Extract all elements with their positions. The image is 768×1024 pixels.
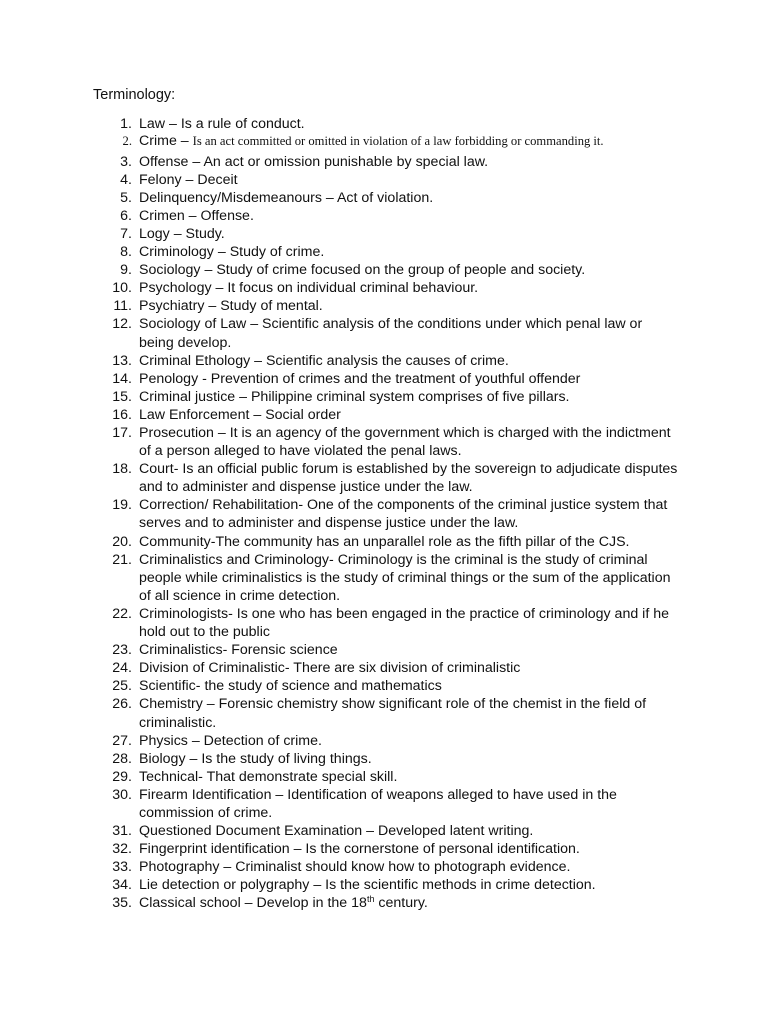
term-item	[0, 115, 679, 133]
term-definition: Is the cornerstone of personal identification.	[305, 841, 580, 858]
term-definition: Study of mental.	[220, 298, 323, 315]
term-name: Penology	[139, 370, 199, 387]
term-text	[139, 659, 679, 677]
term-item	[0, 659, 679, 677]
term-item	[0, 768, 679, 786]
term-name: Crimen	[139, 207, 185, 224]
term-definition: Is one who has been engaged in the practice of criminology and if he hold out to the public	[139, 605, 669, 641]
term-name: Criminalistics	[139, 642, 223, 659]
term-definition: Detection of crime.	[203, 732, 322, 749]
term-number: 23.	[112, 642, 132, 659]
term-name: Criminal Ethology	[139, 352, 251, 369]
term-number: 4.	[120, 171, 132, 188]
term-separator: -	[198, 370, 211, 387]
term-item	[0, 496, 679, 532]
term-item	[0, 133, 679, 153]
term-name: Felony	[139, 171, 182, 188]
term-item	[0, 352, 679, 370]
term-text	[139, 189, 679, 207]
term-definition-tail: century.	[374, 895, 428, 912]
term-definition: Offense.	[200, 207, 254, 224]
term-number: 3.	[120, 153, 132, 170]
term-text	[139, 207, 679, 225]
term-definition: Study of crime focused on the group of people and society.	[216, 262, 586, 279]
term-separator: –	[187, 732, 204, 749]
term-number: 16.	[112, 406, 132, 423]
term-definition: Criminalist should know how to photograph evidence.	[235, 859, 571, 876]
term-number: 13.	[112, 352, 132, 369]
term-name: Fingerprint identification	[139, 841, 290, 858]
term-number: 25.	[112, 678, 132, 695]
term-name: Court	[139, 461, 174, 478]
term-name: Sociology of Law	[139, 316, 247, 333]
term-text	[139, 858, 679, 876]
term-separator: -	[195, 678, 205, 695]
term-item	[0, 840, 679, 858]
term-definition: Identification of weapons alleged to have used in the commission of crime.	[139, 786, 617, 821]
term-separator: –	[169, 225, 186, 242]
term-name: Criminal justice	[139, 388, 236, 405]
term-item	[0, 695, 679, 731]
term-text	[139, 496, 679, 532]
term-name: Technical	[139, 768, 199, 785]
term-item	[0, 460, 679, 496]
term-item	[0, 189, 679, 207]
term-item	[0, 370, 679, 388]
term-definition: Is the study of living things.	[201, 750, 372, 767]
term-number: 10.	[112, 280, 132, 297]
term-item	[0, 533, 679, 551]
term-definition: It focus on individual criminal behaviour.	[227, 280, 479, 297]
term-definition: Is an official public forum is established by the sovereign to adjudicate disputes and to administer and dispense justice under the law.	[139, 461, 678, 496]
term-number: 35.	[112, 895, 132, 912]
term-definition: Study of crime.	[229, 244, 325, 261]
term-separator: –	[202, 696, 219, 713]
term-separator: –	[240, 895, 257, 912]
term-definition: Deceit	[197, 171, 238, 188]
term-separator: -	[329, 551, 338, 568]
term-separator: -	[228, 605, 237, 622]
term-item	[0, 551, 679, 605]
term-separator: –	[249, 406, 266, 423]
term-name: Questioned Document Examination	[139, 823, 363, 840]
term-item	[0, 153, 679, 171]
term-number: 28.	[112, 750, 132, 767]
term-name: Logy	[139, 225, 170, 242]
term-number: 27.	[112, 732, 132, 749]
term-name: Law	[139, 116, 166, 132]
term-item	[0, 750, 679, 768]
term-number: 26.	[112, 696, 132, 713]
term-definition: Is the scientific methods in crime detection.	[325, 877, 596, 894]
term-name: Community	[139, 533, 211, 550]
term-separator: –	[271, 786, 288, 803]
term-text	[139, 695, 679, 731]
term-number: 19.	[112, 497, 132, 514]
term-name: Psychology	[139, 280, 212, 297]
term-text	[139, 605, 679, 641]
term-text	[139, 876, 679, 894]
term-number: 22.	[112, 605, 132, 622]
term-name: Physics	[139, 732, 188, 749]
term-number: 8.	[120, 244, 132, 261]
term-definition: It is an agency of the government which is charged with the indictment of a person alleged to have violated the penal laws.	[139, 425, 671, 460]
term-item	[0, 243, 679, 261]
term-definition: Act of violation.	[336, 189, 434, 206]
term-item	[0, 876, 679, 894]
term-definition: Scientific analysis of the conditions under which penal law or being develop.	[139, 316, 643, 351]
term-number: 11.	[113, 298, 132, 315]
term-separator: –	[211, 280, 228, 297]
term-text	[139, 279, 679, 297]
term-number: 31.	[112, 823, 132, 840]
term-text	[139, 225, 679, 243]
term-number: 34.	[112, 877, 132, 894]
term-text	[139, 822, 679, 840]
term-number: 14.	[112, 370, 132, 387]
term-item	[0, 605, 679, 641]
term-separator: –	[165, 116, 181, 132]
term-separator: –	[235, 388, 251, 405]
term-item	[0, 279, 679, 297]
term-name: Photography	[139, 859, 220, 876]
term-name: Criminology	[139, 244, 214, 261]
term-number: 6.	[120, 207, 132, 224]
term-definition: Is an act committed or omitted in violation of a law forbidding or commanding it.	[192, 134, 604, 149]
term-definition: the study of science and mathematics	[204, 678, 442, 695]
term-number: 18.	[112, 461, 132, 478]
term-number: 29.	[112, 768, 132, 785]
document-heading: Terminology:	[93, 87, 176, 103]
term-definition: Philippine criminal system comprises of five pillars.	[250, 388, 570, 405]
term-text	[139, 460, 679, 496]
term-definition: Criminology is the criminal is the study of criminal people while criminalistics is the study of criminal things or the sum of the application of all science in crime detection.	[139, 551, 671, 604]
term-name: Division of Criminalistic	[139, 660, 285, 677]
term-item	[0, 297, 679, 315]
term-text	[139, 352, 679, 370]
term-name: Crime	[139, 133, 177, 150]
term-item	[0, 732, 679, 750]
term-definition: Forensic chemistry show significant role of the chemist in the field of criminalistic.	[139, 696, 647, 731]
term-name: Criminalistics and Criminology	[139, 551, 330, 568]
term-text	[139, 153, 679, 171]
term-definition: There are six division of criminalistic	[293, 660, 521, 677]
term-number: 20.	[112, 533, 132, 550]
term-separator: -	[222, 642, 232, 659]
term-text	[139, 133, 679, 150]
term-separator: –	[204, 298, 221, 315]
term-separator: -	[210, 533, 216, 550]
term-item	[0, 207, 679, 225]
term-separator: –	[309, 877, 326, 894]
term-number: 30.	[112, 786, 132, 803]
term-name: Chemistry	[139, 696, 203, 713]
term-separator: -	[173, 461, 183, 478]
term-number: 2.	[122, 134, 132, 149]
term-item	[0, 315, 679, 351]
term-definition: Prevention of crimes and the treatment of youthful offender	[210, 370, 581, 387]
term-separator: –	[289, 841, 306, 858]
term-item	[0, 677, 679, 695]
term-separator: –	[321, 189, 337, 206]
term-name: Lie detection or polygraphy	[139, 877, 310, 894]
term-separator: –	[185, 750, 202, 767]
term-definition: Forensic science	[231, 642, 338, 659]
term-separator: –	[200, 262, 217, 279]
term-text	[139, 894, 679, 912]
term-name: Criminologists	[139, 605, 229, 622]
term-definition: One of the components of the criminal justice system that serves and to administer and dispense justice under the law.	[139, 497, 668, 532]
term-separator: –	[219, 859, 236, 876]
term-name: Law Enforcement	[139, 406, 250, 423]
term-name: Delinquency/Misdemeanours	[139, 189, 322, 206]
term-definition: Develop in the 18	[256, 895, 367, 912]
term-superscript: th	[366, 894, 375, 905]
term-definition: Developed latent writing.	[377, 823, 534, 840]
term-separator: -	[284, 660, 294, 677]
term-item	[0, 388, 679, 406]
term-item	[0, 171, 679, 189]
term-text	[139, 732, 679, 750]
term-text	[139, 370, 679, 388]
term-item	[0, 894, 679, 912]
term-name: Psychiatry	[139, 298, 205, 315]
term-number: 12.	[112, 316, 132, 333]
term-number: 1.	[120, 116, 132, 132]
term-separator: –	[362, 823, 378, 840]
term-name: Offense	[139, 153, 189, 170]
term-item	[0, 858, 679, 876]
term-name: Classical school	[139, 895, 241, 912]
term-definition: An act or omission punishable by special law.	[203, 153, 489, 170]
term-separator: –	[181, 171, 198, 188]
term-item	[0, 261, 679, 279]
terminology-list	[0, 115, 768, 913]
term-separator: –	[250, 352, 266, 369]
term-separator: –	[188, 153, 204, 170]
term-name: Prosecution	[139, 425, 214, 441]
term-number: 33.	[112, 859, 132, 876]
term-number: 21.	[112, 551, 132, 568]
term-text	[139, 533, 679, 551]
term-text	[139, 768, 679, 786]
term-number: 24.	[112, 660, 132, 677]
term-name: Scientific	[139, 678, 196, 695]
term-text	[139, 297, 679, 315]
term-separator: –	[246, 316, 263, 333]
term-item	[0, 641, 679, 659]
term-number: 5.	[120, 189, 132, 206]
term-text	[139, 424, 679, 460]
term-definition: Scientific analysis the causes of crime.	[265, 352, 509, 369]
term-definition: Is a rule of conduct.	[180, 116, 305, 132]
term-number: 32.	[112, 841, 132, 858]
term-text	[139, 840, 679, 858]
term-definition: Study.	[185, 225, 225, 242]
term-number: 15.	[112, 388, 132, 405]
term-item	[0, 822, 679, 840]
term-definition: Social order	[265, 406, 341, 423]
term-text	[139, 786, 679, 822]
term-separator: -	[298, 497, 307, 514]
term-text	[139, 261, 679, 279]
term-text	[139, 551, 679, 605]
term-separator: –	[176, 133, 193, 150]
term-name: Biology	[139, 750, 186, 767]
term-text	[139, 243, 679, 261]
term-separator: –	[213, 244, 230, 261]
term-text	[139, 677, 679, 695]
term-separator: –	[184, 207, 201, 224]
term-item	[0, 225, 679, 243]
term-number: 17.	[112, 425, 132, 441]
term-definition: The community has an unparallel role as the fifth pillar of the CJS.	[215, 533, 630, 550]
term-separator: –	[213, 425, 230, 441]
term-name: Sociology	[139, 262, 201, 279]
term-text	[139, 406, 679, 424]
term-item	[0, 424, 679, 460]
term-text	[139, 115, 679, 133]
term-text	[139, 315, 679, 351]
term-text	[139, 750, 679, 768]
term-number: 9.	[120, 262, 132, 279]
term-number: 7.	[120, 225, 132, 242]
term-text	[139, 388, 679, 406]
term-text	[139, 641, 679, 659]
term-name: Correction/ Rehabilitation	[139, 497, 299, 514]
term-text	[139, 171, 679, 189]
term-name: Firearm Identification	[139, 786, 272, 803]
term-item	[0, 406, 679, 424]
term-item	[0, 786, 679, 822]
term-separator: -	[198, 768, 207, 785]
term-definition: That demonstrate special skill.	[206, 768, 398, 785]
